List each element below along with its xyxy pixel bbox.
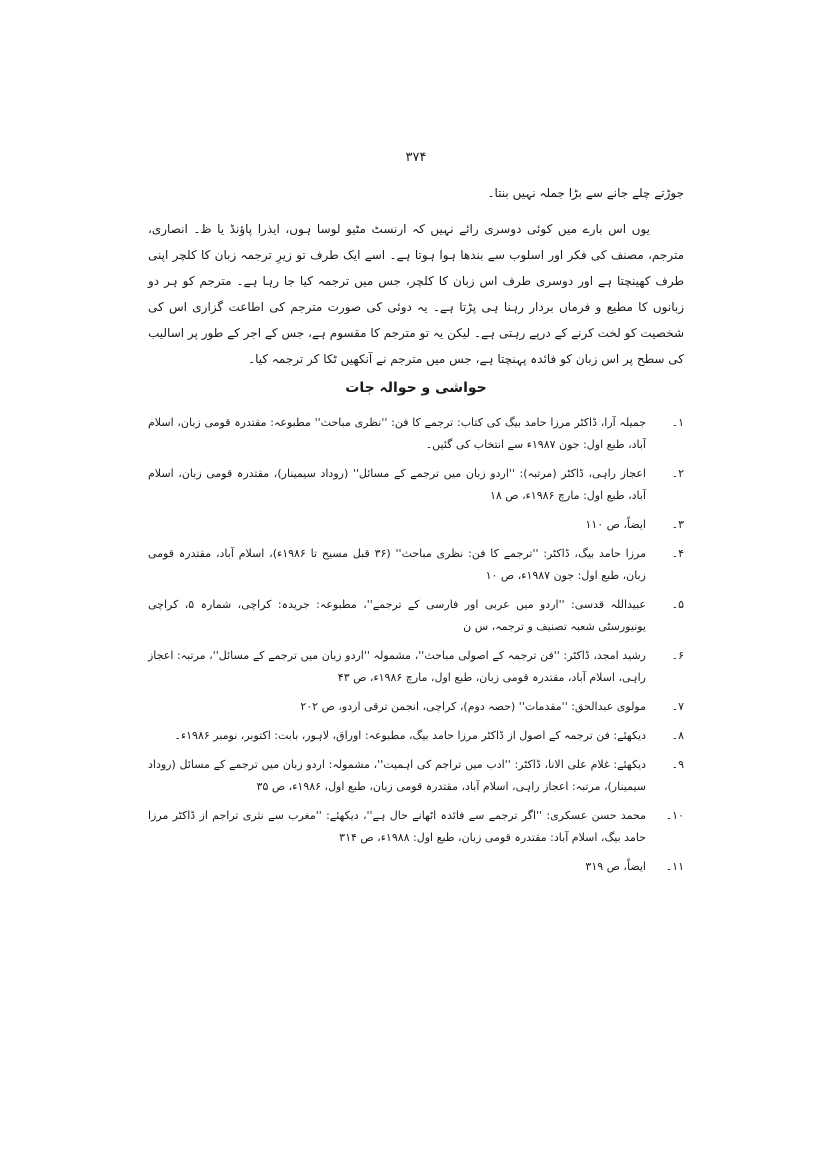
note-number: ۲۔	[671, 467, 684, 480]
note-item-5	[148, 594, 684, 638]
note-number: ۶۔	[671, 649, 684, 662]
note-item-1	[148, 412, 684, 456]
note-item-11	[148, 856, 684, 878]
note-text: اعجاز راہی، ڈاکٹر (مرتبہ): ''اردو زبان میں ترجمے کے مسائل'' (روداد سیمینار)، مقتدرہ قومی زبان، اسلام آباد، طبع اول: مارچ ۱۹۸۶ء، ص ۱۸	[148, 467, 646, 502]
notes-heading: حواشی و حوالہ جات	[345, 380, 487, 396]
note-item-10	[148, 805, 684, 849]
note-text: رشید امجد، ڈاکٹر: ''فن ترجمہ کے اصولی مباحث''، مشمولہ ''اردو زبان میں ترجمے کے مسائل''، مرتبہ: اعجاز راہی، اسلام آباد، مقتدرہ قومی زبان، طبع اول، مارچ ۱۹۸۶ء، ص ۴۳	[148, 649, 646, 684]
note-text: مرزا حامد بیگ، ڈاکٹر: ''ترجمے کا فن: نظری مباحث'' (۳۶ قبل مسیح تا ۱۹۸۶ء)، اسلام آباد، مقتدرہ قومی زبان، طبع اول: جون ۱۹۸۷ء، ص ۱۰	[148, 547, 647, 582]
note-text: جمیلہ آرا، ڈاکٹر مرزا حامد بیگ کی کتاب: ترجمے کا فن: ''نظری مباحث'' مطبوعہ: مقتدرہ قومی زبان، اسلام آباد، طبع اول: جون ۱۹۸۷ء سے انتخاب کی گئیں۔	[148, 416, 646, 451]
note-item-9	[148, 754, 684, 798]
note-number: ۱۰۔	[665, 809, 684, 822]
note-number: ۳۔	[671, 518, 684, 531]
note-number: ۹۔	[671, 758, 684, 771]
note-text: محمد حسن عسکری: ''اگر ترجمے سے فائدہ اٹھانے حال ہے''، دیکھئے: ''مغرب سے نثری تراجم از ڈاکٹر مرزا حامد بیگ، اسلام آباد: مقتدرہ قومی زبان، طبع اول: ۱۹۸۸ء، ص ۳۱۴	[148, 809, 646, 844]
notes-list	[148, 412, 684, 878]
note-number: ۷۔	[671, 700, 684, 713]
note-text: عبیداللہ قدسی: ''اردو میں عربی اور فارسی کے ترجمے''، مطبوعہ: جریدہ: کراچی، شمارہ ۵، کراچی یونیورسٹی شعبہ تصنیف و ترجمہ، س ن	[148, 598, 646, 633]
note-number: ۴۔	[671, 547, 684, 560]
note-item-7	[148, 696, 684, 718]
note-item-8	[148, 725, 684, 747]
note-text: دیکھئے: غلام علی الانا، ڈاکٹر: ''ادب میں تراجم کی اہمیت''، مشمولہ: اردو زبان میں ترجمے کے مسائل (روداد سیمینار)، مرتبہ: اعجاز راہی، اسلام آباد، مقتدرہ قومی زبان، طبع اول، ۱۹۸۶ء، ص ۳۵	[148, 758, 646, 793]
note-text: دیکھئے: فن ترجمہ کے اصول از ڈاکٹر مرزا حامد بیگ، مطبوعہ: اوراق، لاہور، بابت: اکتوبر، نومبر ۱۹۸۶ء۔	[174, 729, 646, 742]
note-text: ایضاً، ص ۱۱۰	[585, 518, 646, 531]
note-number: ۵۔	[671, 598, 684, 611]
note-item-6	[148, 645, 684, 689]
note-text: ایضاً، ص ۳۱۹	[585, 860, 646, 873]
note-item-4	[148, 543, 684, 587]
note-number: ۱۔	[671, 416, 684, 429]
note-item-2	[148, 463, 684, 507]
note-number: ۸۔	[671, 729, 684, 742]
note-text: مولوی عبدالحق: ''مقدمات'' (حصہ دوم)، کراچی، انجمن ترقی اردو، ص ۲۰۲	[300, 700, 646, 713]
note-item-3	[148, 514, 684, 536]
paragraph-opening-line: جوڑتے چلے جانے سے بڑا جملہ نہیں بنتا۔	[487, 186, 684, 200]
page-number: ۳۷۴	[405, 150, 427, 165]
document-page	[148, 150, 684, 885]
paragraph-body: یوں اس بارے میں کوئی دوسری رائے نہیں کہ ارنسٹ مٹیو لوسا ہوں، ایذرا پاؤنڈ یا ظ۔ انصاری، مترجم، مصنف کی فکر اور اسلوب سے بندھا ہوا ہوتا ہے۔ اسے ایک طرف تو زیرِ ترجمہ زبان کا کلچر اپنی طرف کھینچتا ہے اور دوسری طرف اس زبان کا کلچر، جس میں ترجمہ کیا جا رہا ہے۔ مترجم کو ہر دو زبانوں کا مطیع و فرماں بردار رہنا ہی پڑتا ہے۔ یہ دوئی کی صورت مترجم کی اطاعت گزاری اس کی شخصیت کو لخت کرنے کے درپے رہتی ہے۔ لیکن یہ تو مترجم کا مقسوم ہے، جس کے اجر کے طور پر اسالیب کی سطح پر اس زبان کو فائدہ پہنچتا ہے، جس میں مترجم نے آنکھیں ٹکا کر ترجمہ کیا۔	[148, 222, 684, 366]
note-number: ۱۱۔	[665, 860, 684, 873]
